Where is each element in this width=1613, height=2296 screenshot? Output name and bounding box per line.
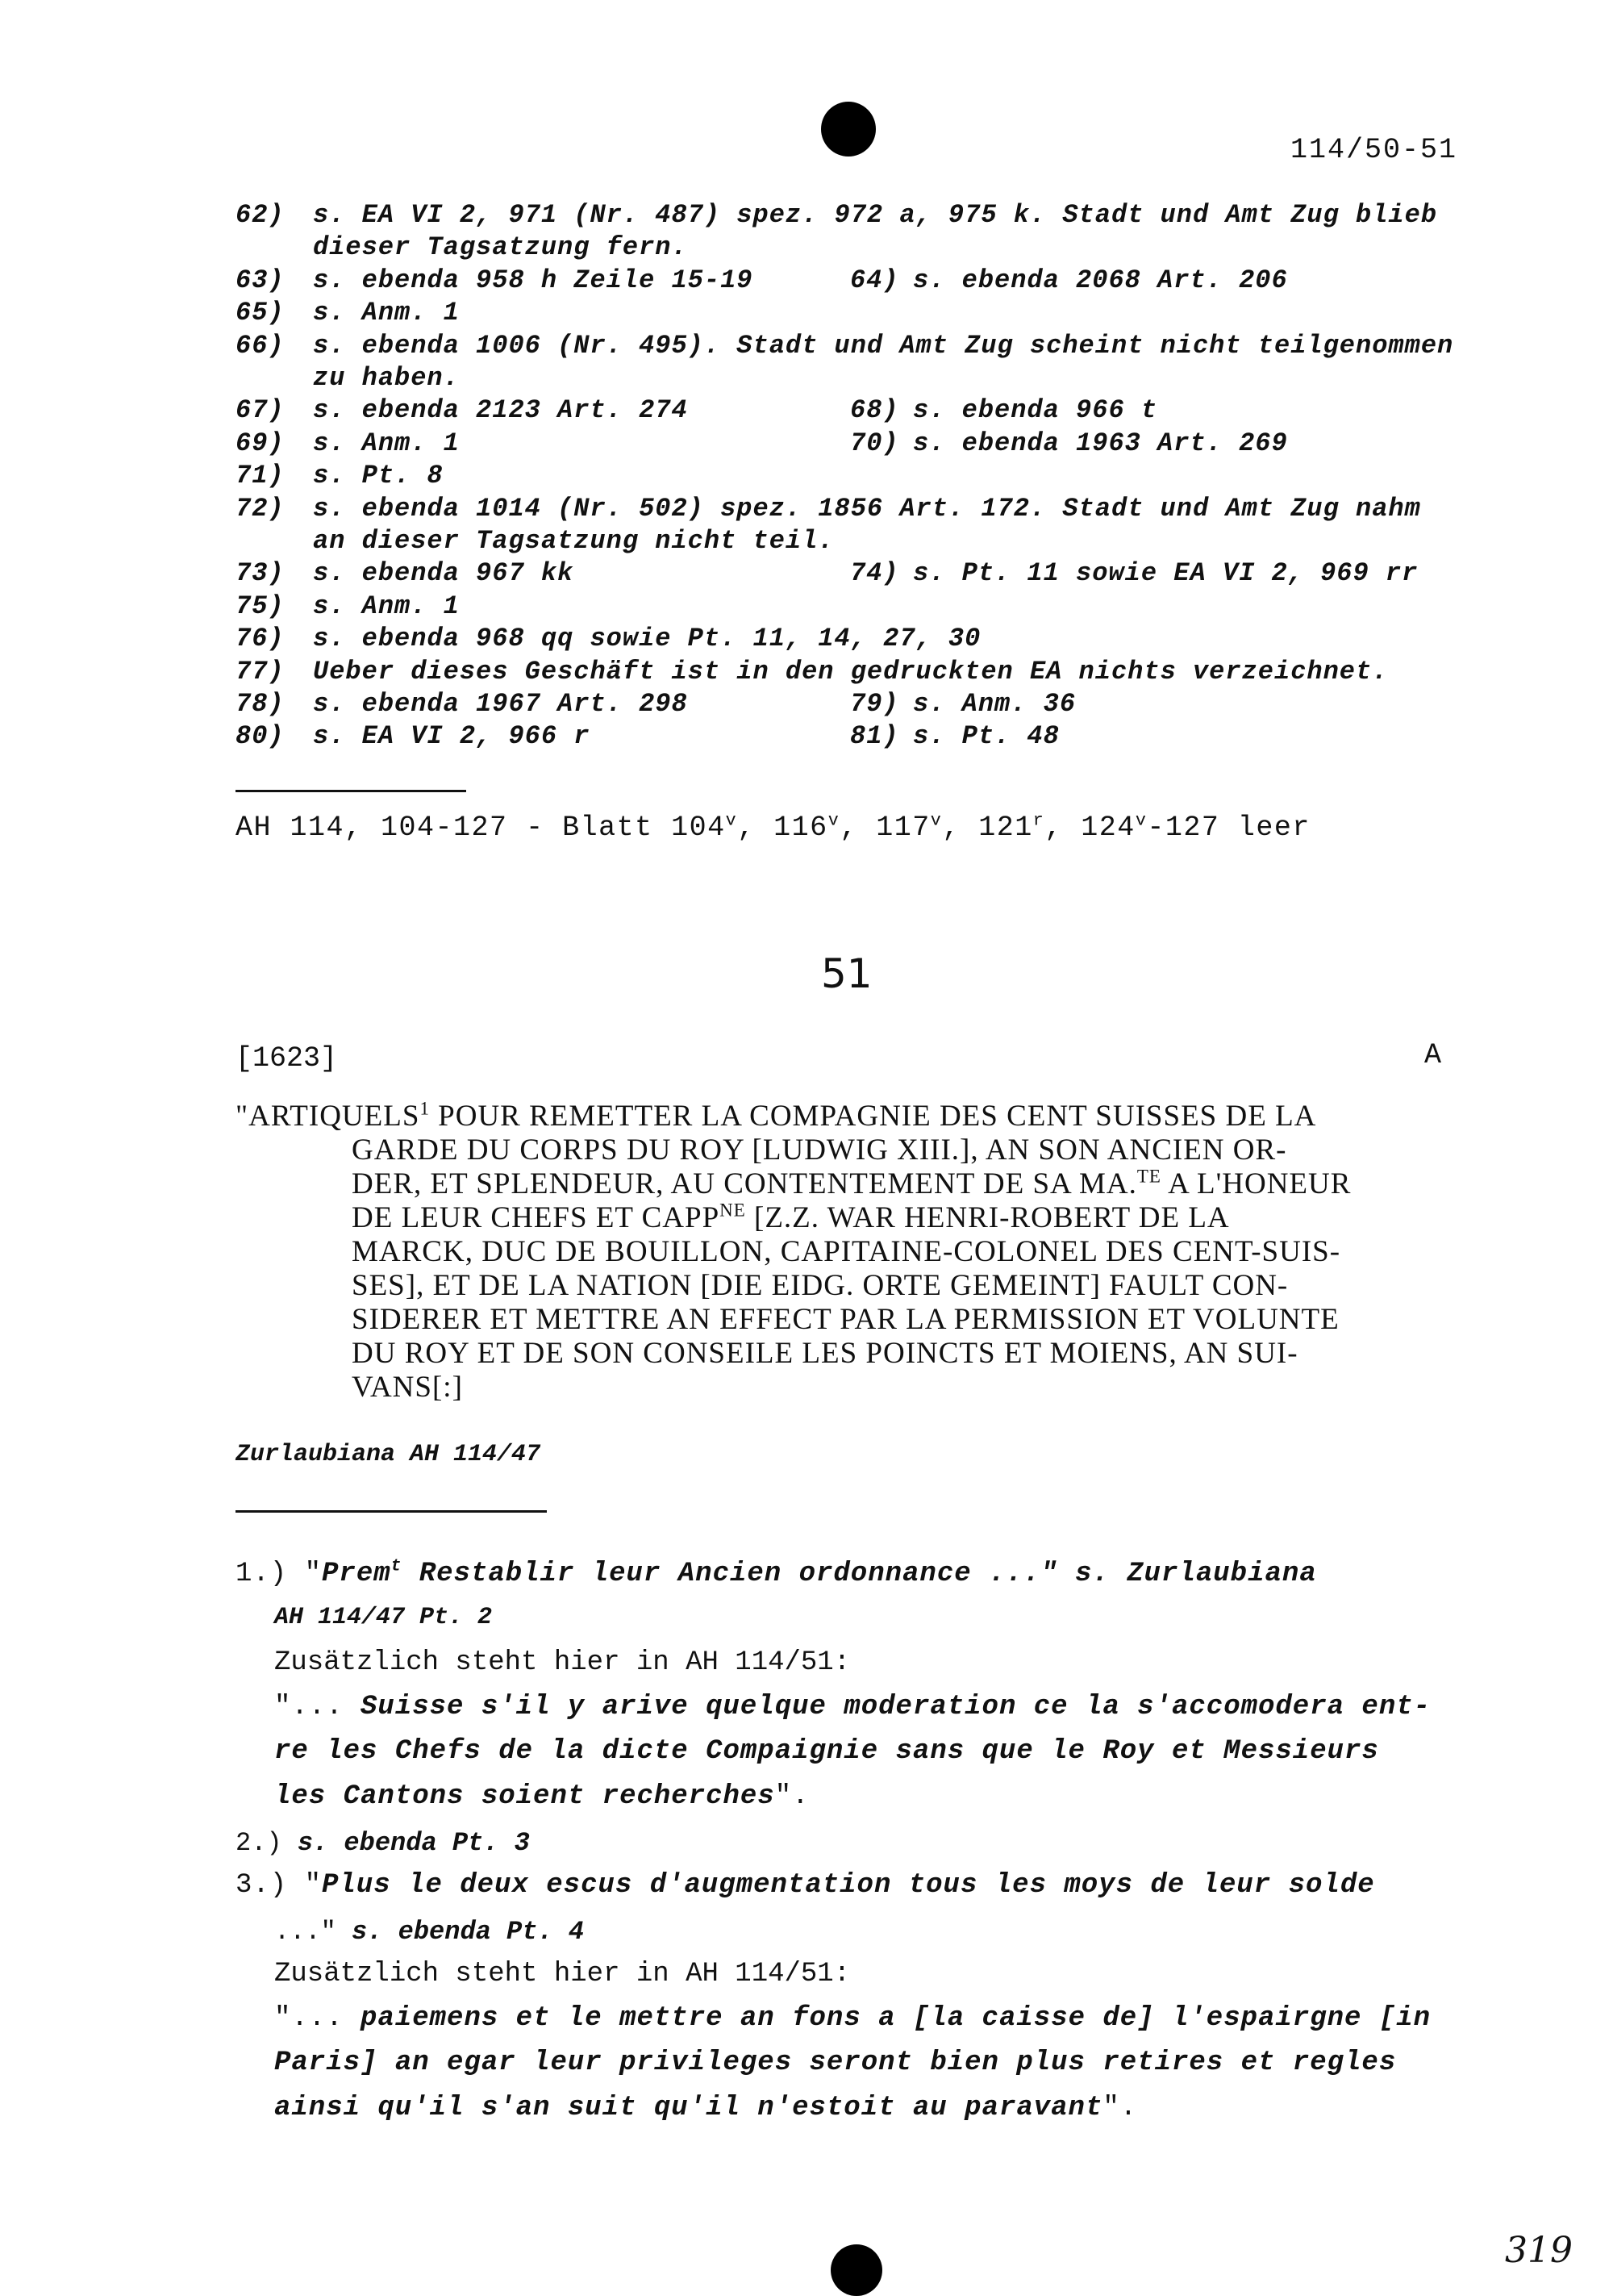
- footnote-text: s. ebenda 968 qq sowie Pt. 11, 14, 27, 30: [313, 624, 982, 654]
- footnote-text: s. EA VI 2, 966 r: [313, 721, 590, 752]
- footnote-number: 66): [235, 330, 285, 361]
- footnote-number: 77): [235, 656, 285, 687]
- footnote-text: s. ebenda 966 t: [913, 395, 1158, 426]
- footnote-number: 79): [850, 689, 899, 719]
- footnote-text: zu haben.: [313, 363, 460, 393]
- footnote-text: Ueber dieses Geschäft ist in den gedruckten EA nichts verzeichnet.: [313, 656, 1389, 687]
- footnote-number: 71): [235, 461, 285, 491]
- footnote-text: s. ebenda 1006 (Nr. 495). Stadt und Amt Zug scheint nicht teilgenommen: [313, 330, 1454, 361]
- footnote-text: an dieser Tagsatzung nicht teil.: [313, 526, 835, 556]
- handwritten-page-number: 319: [1505, 2230, 1573, 2271]
- footnote-number: 74): [850, 558, 899, 589]
- footnote-number: 72): [235, 493, 285, 524]
- footnote-text: s. ebenda 2123 Art. 274: [313, 395, 688, 426]
- footnote-text: s. Pt. 11 sowie EA VI 2, 969 rr: [913, 558, 1419, 589]
- document-number: 51: [821, 950, 873, 997]
- footnote-text: s. Anm. 1: [313, 591, 460, 621]
- footnote-number: 75): [235, 591, 285, 621]
- footnote-text: s. Anm. 36: [913, 689, 1077, 719]
- footnote-number: 80): [235, 721, 285, 752]
- footnote-number: 65): [235, 298, 285, 328]
- footnote-text: s. ebenda 1967 Art. 298: [313, 689, 688, 719]
- footnote-number: 73): [235, 558, 285, 589]
- footnote-text: s. ebenda 2068 Art. 206: [913, 265, 1288, 295]
- footnote-number: 76): [235, 624, 285, 654]
- footnote-number: 78): [235, 689, 285, 719]
- document-date: [1623]: [235, 1042, 338, 1075]
- document-letter: A: [1424, 1039, 1442, 1071]
- footnote-separator-rule: [235, 790, 466, 792]
- footnote-text: s. Pt. 8: [313, 461, 444, 491]
- footnote-text: s. Pt. 48: [913, 721, 1060, 752]
- punch-hole-top: [821, 102, 876, 157]
- footnote-number: 70): [850, 428, 899, 458]
- source-reference: Zurlaubiana AH 114/47: [235, 1441, 541, 1468]
- footnote-number: 81): [850, 721, 899, 752]
- ah-folio-line: AH 114, 104-127 - Blatt 104$^v$, 116$^v$, 117$^v$, 121$^r$, 124$^v$-127 leer: [235, 810, 1311, 844]
- footnote-text: s. ebenda 967 kk: [313, 558, 574, 589]
- footnote-text: s. ebenda 958 h Zeile 15-19: [313, 265, 753, 295]
- footnote-text: s. ebenda 1014 (Nr. 502) spez. 1856 Art. 172. Stadt und Amt Zug nahm: [313, 493, 1421, 524]
- footnote-number: 69): [235, 428, 285, 458]
- footnote-number: 68): [850, 395, 899, 426]
- page-reference: 114/50-51: [1290, 134, 1458, 166]
- footnote-number: 67): [235, 395, 285, 426]
- footnote-text: s. Anm. 1: [313, 428, 460, 458]
- footnote-number: 63): [235, 265, 285, 295]
- footnote-text: dieser Tagsatzung fern.: [313, 232, 688, 263]
- notes-separator-rule: [235, 1510, 547, 1513]
- punch-hole-bottom: [831, 2244, 882, 2296]
- footnote-number: 64): [850, 265, 899, 295]
- footnote-text: s. ebenda 1963 Art. 269: [913, 428, 1288, 458]
- footnote-text: s. Anm. 1: [313, 298, 460, 328]
- footnote-number: 62): [235, 200, 285, 230]
- footnote-text: s. EA VI 2, 971 (Nr. 487) spez. 972 a, 975 k. Stadt und Amt Zug blieb: [313, 200, 1438, 230]
